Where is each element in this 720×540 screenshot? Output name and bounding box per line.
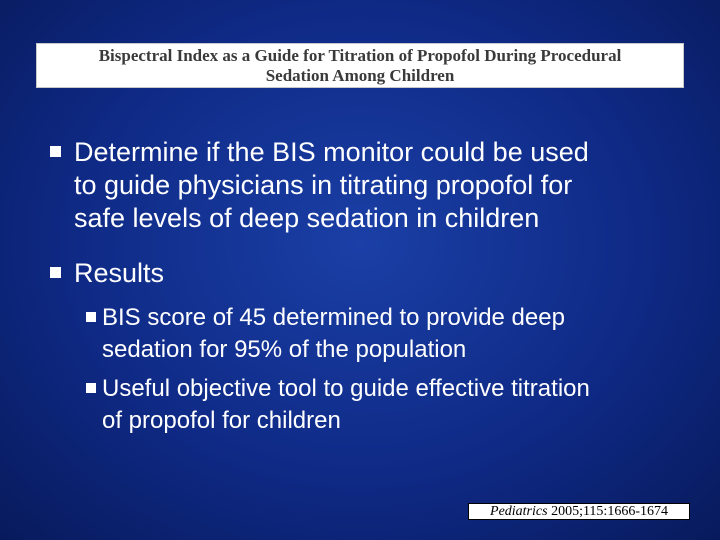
bullet-square-icon [50,146,61,157]
slide-title-banner [36,43,684,88]
citation-box [468,503,690,520]
sub-bullet-square-icon [86,312,96,322]
sub-bullet-2-line-2: of propofol for children [102,407,341,434]
title-line-1: Bispectral Index as a Guide for Titration of Propofol During Procedural [98,46,622,65]
sub-bullet-2-line-1: Useful objective tool to guide effective titration [102,375,590,402]
bullet-1-line-3: safe levels of deep sedation in children [74,203,540,233]
title-line-2: Sedation Among Children [265,66,455,85]
citation-journal: Pediatrics [490,504,548,519]
sub-bullet-square-icon [86,383,96,393]
sub-bullet-1-line-2: sedation for 95% of the population [102,336,467,363]
bullet-1-line-1: Determine if the BIS monitor could be used [74,137,589,167]
bullet-1-line-2: to guide physicians in titrating propofol for [74,170,573,200]
citation-details: 2005;115:1666-1674 [547,504,668,519]
sub-bullet-1-line-1: BIS score of 45 determined to provide deep [102,304,565,331]
bullet-2-results: Results [74,258,165,288]
bullet-square-icon [50,267,61,278]
